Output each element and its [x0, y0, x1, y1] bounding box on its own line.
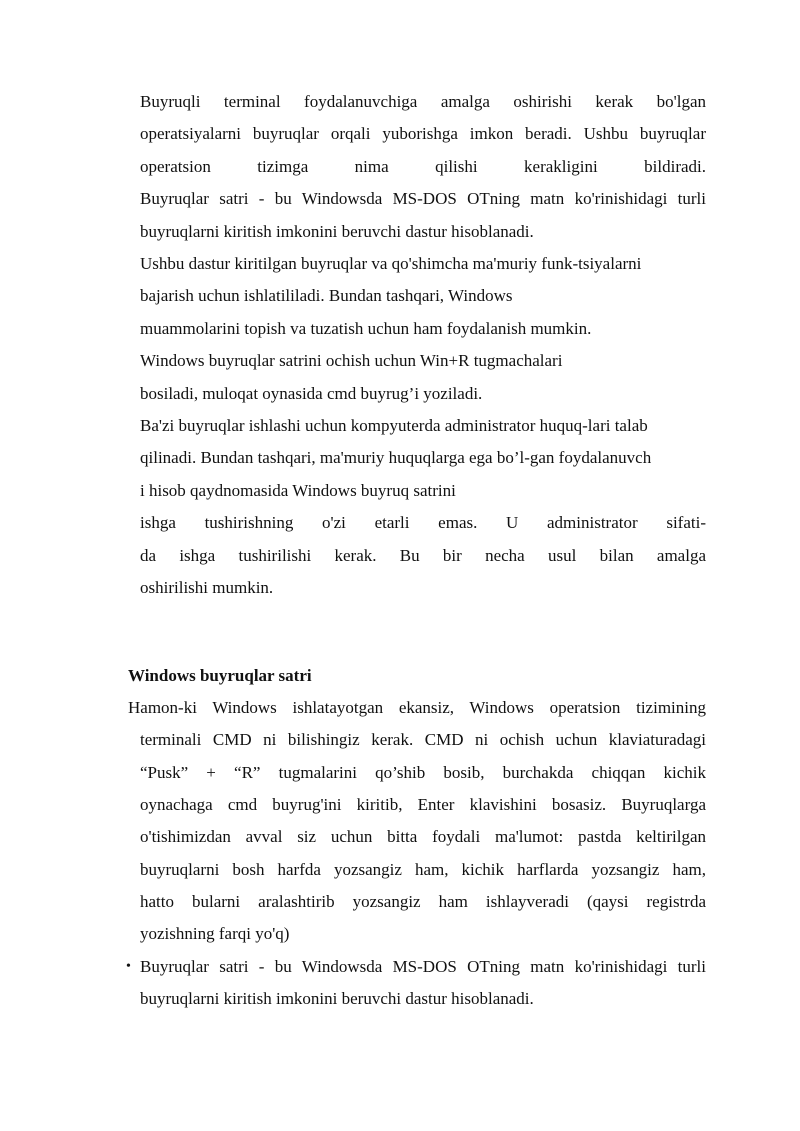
text-line: oynachaga cmd buyrug'ini kiritib, Enter klavishini bosasiz. Buyruqlarga: [140, 795, 706, 814]
text-line: Windows buyruqlar satrini ochish uchun Win+R tugmachalari: [140, 351, 563, 370]
bullet-text: Buyruqlar satri - bu Windowsda MS-DOS OTning matn ko'rinishidagi turli: [140, 957, 706, 976]
text-line: bajarish uchun ishlatililadi. Bundan tashqari, Windows: [140, 286, 513, 305]
text-line: “Pusk” + “R” tugmalarini qo’shib bosib, burchakda chiqqan kichik: [140, 763, 706, 782]
text-line: operatsiyalarni buyruqlar orqali yuborishga imkon beradi. Ushbu buyruqlar: [140, 124, 706, 143]
text-line: Hamon-ki Windows ishlatayotgan ekansiz, Windows operatsion tizimining: [128, 698, 706, 717]
text-line: Ba'zi buyruqlar ishlashi uchun kompyuterda administrator huquq-lari talab: [140, 416, 648, 435]
section-heading: Windows buyruqlar satri: [128, 666, 312, 685]
text-line: buyruqlarni bosh harfda yozsangiz ham, kichik harflarda yozsangiz ham,: [140, 860, 706, 879]
text-line: qilinadi. Bundan tashqari, ma'muriy huquqlarga ega bo’l-gan foydalanuvch: [140, 448, 652, 467]
text-line: da ishga tushirilishi kerak. Bu bir necha usul bilan amalga: [140, 546, 706, 565]
bullet-symbol: •: [126, 959, 131, 974]
text-line-part: buyruqlarni kiritish imkonini beruvchi dastur hisoblanadi.: [140, 222, 534, 241]
text-line: ishga tushirishning o'zi etarli emas. U administrator sifati-: [140, 513, 706, 532]
text-line: muammolarini topish va tuzatish uchun ham foydalanish mumkin.: [140, 319, 592, 338]
text-line: i hisob qaydnomasida Windows buyruq satrini: [140, 481, 456, 500]
text-line: terminali CMD ni bilishingiz kerak. CMD ni ochish uchun klaviaturadagi: [140, 730, 706, 749]
text-line: Ushbu dastur kiritilgan buyruqlar va qo'shimcha ma'muriy funk-tsiyalarni: [140, 254, 642, 273]
text-line: hatto bularni aralashtirib yozsangiz ham ishlayveradi (qaysi registrda: [140, 892, 706, 911]
text-line: Buyruqlar satri - bu Windowsda MS-DOS OTning matn ko'rinishidagi turli: [140, 189, 706, 208]
text-line: Buyruqli terminal foydalanuvchiga amalga oshirishi kerak bo'lgan: [140, 92, 706, 111]
text-line: oshirilishi mumkin.: [140, 578, 274, 597]
text-line: operatsion tizimga nima qilishi kerakligini bildiradi.: [140, 157, 706, 176]
text-line: [126, 956, 706, 978]
text-line: yozishning farqi yo'q): [140, 924, 290, 943]
text-line: buyruqlarni kiritish imkonini beruvchi dastur hisoblanadi.: [140, 989, 534, 1008]
text-line: o'tishimizdan avval siz uchun bitta foydali ma'lumot: pastda keltirilgan: [140, 827, 706, 846]
text-line: bosiladi, muloqat oynasida cmd buyrug’i yoziladi.: [140, 384, 483, 403]
text-line: [140, 221, 706, 243]
